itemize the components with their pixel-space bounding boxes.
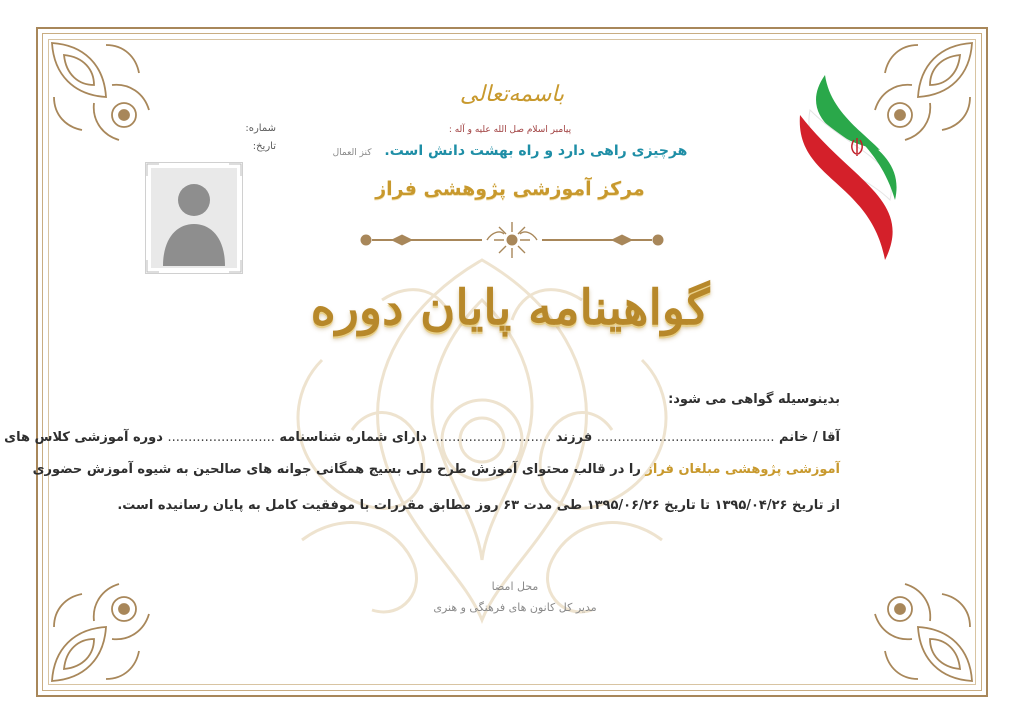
label-father: فرزند [551,430,597,445]
iran-flag-icon [790,70,920,270]
program-name: آموزشی پژوهشی مبلغان فراز [645,462,840,477]
corner-ornament-icon [860,569,980,689]
body-intro: بدینوسیله گواهی می شود: [668,392,840,407]
sun-ornament-icon [352,220,672,260]
bismillah-heading: باسمه‌تعالی [459,82,565,107]
body-line-2 [33,462,840,477]
person-silhouette-icon [145,162,243,274]
body-line-1 [0,430,840,445]
center-name: مرکز آموزشی پژوهشی فراز [375,178,645,200]
corner-ornament-icon [44,569,164,689]
meta-fields [196,120,276,156]
body-line-3: از تاریخ ۱۳۹۵/۰۴/۲۶ تا تاریخ ۱۳۹۵/۰۶/۲۶ طی مدت ۶۳ روز مطابق مقررات با موفقیت کامل به پایان رسانیده است. [117,498,840,513]
signature-place-label: محل امضا [491,580,539,593]
hadith-text [300,143,720,159]
blank-father: ............................. [431,430,552,445]
label-name: آقا / خانم [774,430,840,445]
program-description: را در قالب محتوای آموزش طرح ملی بسیج همگانی جوانه های صالحین به شیوه آموزش حضوری [32,462,646,477]
corner-ornament-icon [44,35,164,155]
label-course: دوره آموزشی کلاس های [0,430,168,445]
hadith-source: پیامبر اسلام صل الله علیه و آله : [448,125,572,135]
number-label: شماره: [245,123,276,134]
blank-id: .......................... [167,430,275,445]
signature-block [380,576,650,618]
label-id: دارای شماره شناسنامه [274,430,432,445]
date-label: تاریخ: [252,141,276,152]
blank-name: ........................................... [596,430,775,445]
hadith-ref: کنز العمال [332,148,372,158]
hadith-body: هرچیزی راهی دارد و راه بهشت دانش است. [384,143,688,159]
signature-title: مدیر کل کانون های فرهنگی و هنری [433,601,597,614]
certificate-title: گواهینامه پایان دوره [310,280,710,336]
